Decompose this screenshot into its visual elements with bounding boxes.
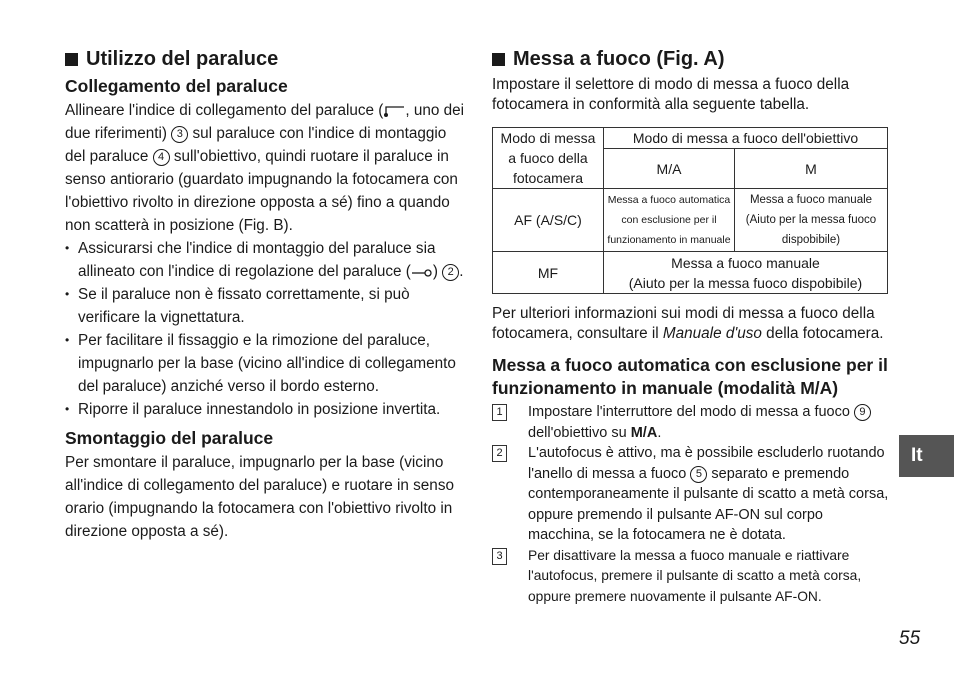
manual-title: Manuale d'uso <box>662 325 762 342</box>
bullet-item: • Assicurarsi che l'indice di montaggio del paraluce sia allineato con l'indice di regolazione del paraluce ( ) 2 . <box>65 237 465 283</box>
table-subheader-m: M <box>735 149 888 189</box>
table-row-af-label: AF (A/S/C) <box>493 189 604 252</box>
callout-5: 5 <box>690 466 707 483</box>
step-item: 2 L'autofocus è attivo, ma è possibile escluderlo ruotando l'anello di messa a fuoco 5 separato e premendo contemporaneamente il pulsante di scatto a metà corsa, oppure premendo il pulsante AF-ON sul corpo macchina, se la fotocamera ne è dotata. <box>492 443 892 546</box>
step-number: 1 <box>492 404 507 421</box>
right-column <box>492 47 892 607</box>
table-header-camera-mode: Modo di messa a fuoco della fotocamera <box>493 128 604 189</box>
table-row-mf-label: MF <box>493 252 604 294</box>
step-item: 1 Impostare l'interruttore del modo di messa a fuoco 9 dell'obiettivo su M/A. <box>492 402 892 443</box>
step-number: 2 <box>492 445 507 462</box>
callout-4: 4 <box>153 149 170 166</box>
bullet-item: • Se il paraluce non è fissato correttamente, si può verificare la vignettatura. <box>65 283 465 329</box>
table-cell-af-m: Messa a fuoco manuale (Aiuto per la messa fuoco dispobibile) <box>735 189 888 252</box>
section-heading-hood: Utilizzo del paraluce <box>65 47 465 71</box>
section-heading-focus: Messa a fuoco (Fig. A) <box>492 47 892 71</box>
focus-mode-table <box>492 127 888 294</box>
callout-9: 9 <box>854 404 871 421</box>
table-cell-af-ma: Messa a fuoco automatica con esclusione per il funzionamento in manuale <box>604 189 735 252</box>
subheading-attach: Collegamento del paraluce <box>65 76 288 96</box>
bullet-item: • Riporre il paraluce innestandolo in posizione invertita. <box>65 398 465 421</box>
ma-steps <box>492 402 892 607</box>
language-tab: It <box>899 435 954 477</box>
attach-bullets <box>65 237 465 421</box>
step-item: 3 Per disattivare la messa a fuoco manuale e riattivare l'autofocus, premere il pulsante di scatto a metà corsa, oppure premere nuovamente il pulsante AF-ON. <box>492 546 892 608</box>
square-bullet-icon <box>65 53 78 66</box>
remove-paragraph: Per smontare il paraluce, impugnarlo per la base (vicino all'indice di collegamento del paraluce) e ruotare in senso orario (impugnando la fotocamera con l'obiettivo rivolto in direzione opposta a sé). <box>65 454 454 540</box>
bullet-item: • Per facilitare il fissaggio e la rimozione del paraluce, impugnarlo per la base (vicino all'indice di collegamento del paraluce) anziché verso il bordo esterno. <box>65 329 465 398</box>
left-column <box>65 47 465 543</box>
table-subheader-ma: M/A <box>604 149 735 189</box>
focus-intro: Impostare il selettore di modo di messa a fuoco della fotocamera in conformità alla seguente tabella. <box>492 76 850 113</box>
square-bullet-icon <box>492 53 505 66</box>
callout-2: 2 <box>442 264 459 281</box>
attach-paragraph: Allineare l'indice di collegamento del paraluce ( , uno dei due riferimenti) 3 sul paraluce con l'indice di montaggio del paraluce 4 sull'obiettivo, quindi ruotare il paraluce in senso antiorario (guardato impugnando la fotocamera con l'obiettivo rivolto in direzione opposta a sé) fino a quando non scatterà in posizione (Fig. B). <box>65 102 465 234</box>
hood-adjust-mark-icon <box>411 266 433 278</box>
step-number: 3 <box>492 548 507 565</box>
page-number: 55 <box>899 628 921 649</box>
table-header-lens-mode: Modo di messa a fuoco dell'obiettivo <box>604 128 888 149</box>
table-cell-mf: Messa a fuoco manuale (Aiuto per la messa fuoco dispobibile) <box>604 252 888 294</box>
section-heading-ma-mode: Messa a fuoco automatica con esclusione per il funzionamento in manuale (modalità M/A) <box>492 355 888 398</box>
subheading-remove: Smontaggio del paraluce <box>65 428 274 448</box>
manual-reference: Per ulteriori informazioni sui modi di messa a fuoco della fotocamera, consultare il Manuale d'uso della fotocamera. <box>492 305 884 342</box>
hood-attachment-mark-icon <box>383 105 405 117</box>
callout-3: 3 <box>171 126 188 143</box>
